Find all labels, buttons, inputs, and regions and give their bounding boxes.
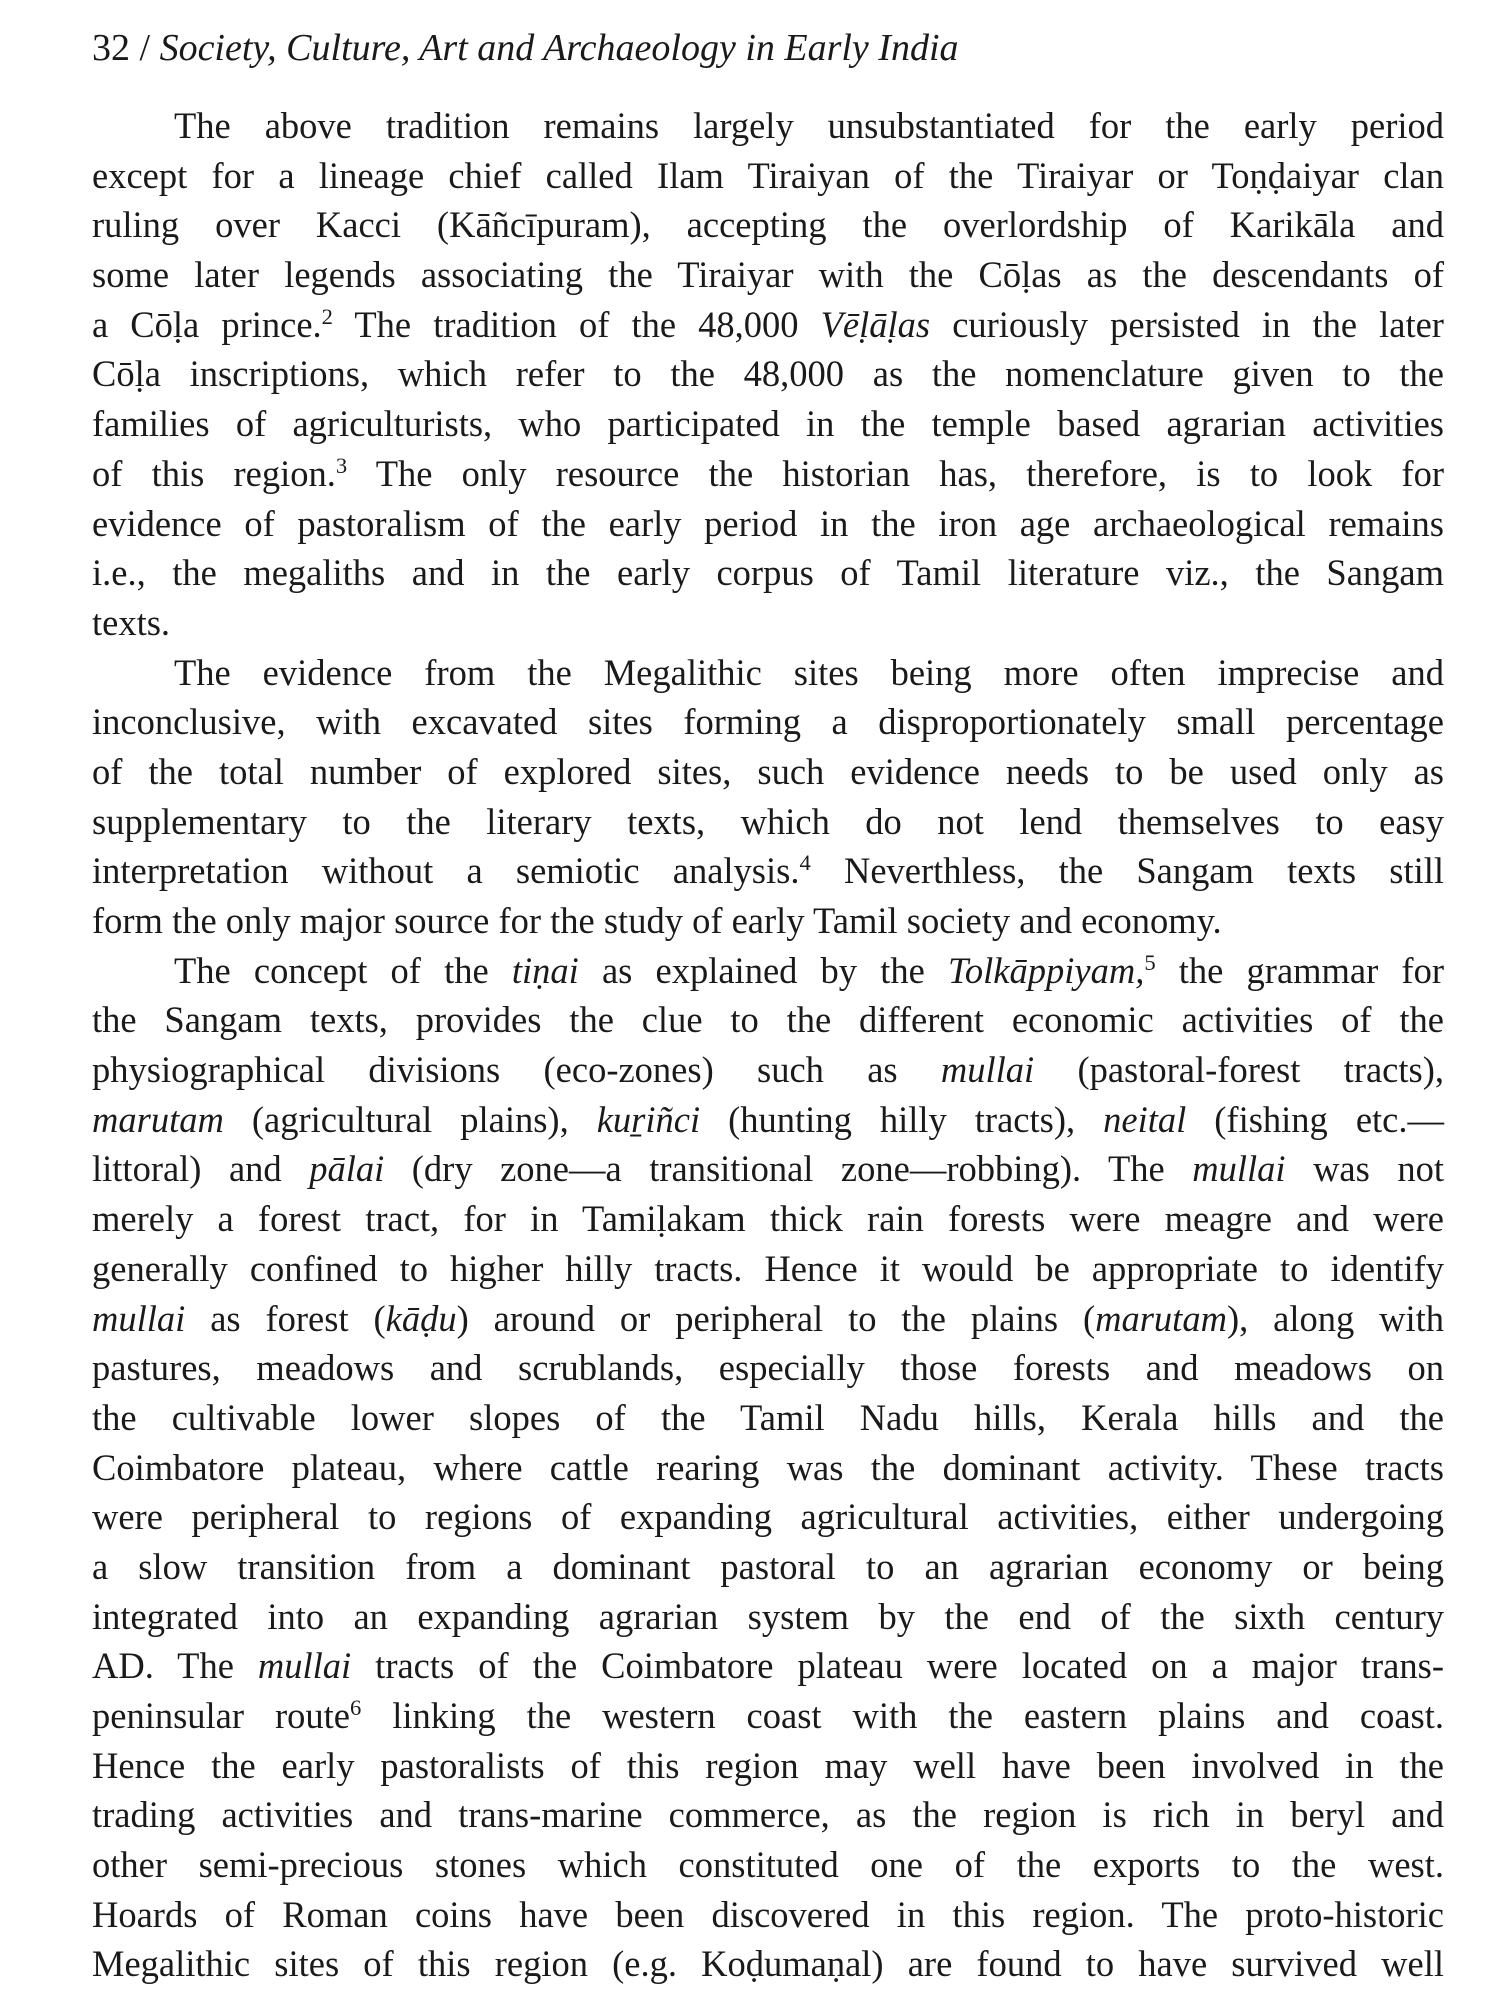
text-run: The tradition of the 48,000 — [332, 303, 821, 345]
text-run: integrated into an expanding agrarian system by the end of the sixth century — [92, 1595, 1444, 1637]
text-run: The only resource the historian has, therefore, is to look for — [347, 452, 1444, 494]
text-run: pastures, meadows and scrublands, especially those forests and meadows on — [92, 1347, 1444, 1389]
italic-term: mullai — [257, 1645, 352, 1687]
text-run: generally confined to higher hilly tracts. Hence it would be appropriate to identify — [92, 1247, 1444, 1289]
italic-term: pālai — [309, 1148, 385, 1190]
italic-term: kuṟiñci — [596, 1098, 701, 1140]
text-run: ), along with — [1226, 1297, 1444, 1339]
text-run: interpretation without a semiotic analysis. — [92, 850, 800, 892]
footnote-marker: 2 — [321, 303, 333, 329]
text-line — [92, 1840, 1444, 1890]
text-run: merely a forest tract, for in Tamiḷakam thick rain forests were meagre and were — [92, 1198, 1444, 1240]
text-run: (dry zone—a transitional zone—robbing). The — [384, 1148, 1193, 1190]
italic-term: tiṇai — [511, 949, 579, 991]
paragraph — [92, 946, 1444, 1989]
text-line — [92, 1095, 1444, 1145]
text-line — [92, 548, 1444, 598]
text-line — [92, 1492, 1444, 1542]
italic-term: mullai — [940, 1049, 1035, 1091]
text-line — [92, 449, 1444, 499]
text-line — [92, 1790, 1444, 1840]
text-run: (agricultural plains), — [223, 1098, 597, 1140]
running-head — [92, 24, 959, 72]
text-run: Cōḷa inscriptions, which refer to the 48,000 as the nomenclature given to the — [92, 353, 1444, 395]
text-line — [92, 300, 1444, 350]
text-run: families of agriculturists, who participated in the temple based agrarian activities — [92, 403, 1444, 445]
book-title: Society, Culture, Art and Archaeology in Early India — [159, 27, 959, 69]
text-line — [92, 1939, 1444, 1989]
text-run: (fishing etc.— — [1186, 1098, 1444, 1140]
text-line — [92, 697, 1444, 747]
footnote-marker: 6 — [349, 1694, 362, 1720]
text-line — [92, 349, 1444, 399]
text-line — [92, 1194, 1444, 1244]
text-run: supplementary to the literary texts, which do not lend themselves to easy — [92, 800, 1444, 842]
text-line — [92, 151, 1444, 201]
footnote-marker: 5 — [1144, 949, 1156, 975]
text-line — [92, 946, 1444, 996]
text-line — [92, 1443, 1444, 1493]
text-run: The concept of the — [174, 949, 512, 991]
text-run: (hunting hilly tracts), — [700, 1098, 1104, 1140]
text-line — [92, 1641, 1444, 1691]
text-run: texts. — [92, 601, 171, 643]
text-run: The evidence from the Megalithic sites being more often imprecise and — [174, 651, 1444, 693]
text-run: Hence the early pastoralists of this region may well have been involved in the — [92, 1744, 1444, 1786]
text-run: were peripheral to regions of expanding agricultural activities, either undergoing — [92, 1496, 1444, 1538]
text-line — [92, 1244, 1444, 1294]
italic-term: mullai — [1192, 1148, 1286, 1190]
text-run: a slow transition from a dominant pastoral to an agrarian economy or being — [92, 1545, 1444, 1587]
text-run: Hoards of Roman coins have been discovered in this region. The proto-historic — [92, 1893, 1444, 1935]
body-text — [92, 101, 1444, 1989]
text-run: the grammar for — [1155, 949, 1444, 991]
paragraph — [92, 648, 1444, 946]
text-line — [92, 250, 1444, 300]
text-line — [92, 797, 1444, 847]
text-run: as forest ( — [185, 1297, 386, 1339]
text-line — [92, 1592, 1444, 1642]
text-run: except for a lineage chief called Ilam Tiraiyan of the Tiraiyar or Toṇḍaiyar clan — [92, 154, 1444, 196]
text-run: Megalithic sites of this region (e.g. Koḍumaṇal) are found to have survived well — [92, 1943, 1444, 1985]
text-run: peninsular route — [92, 1695, 350, 1736]
italic-term: kāḍu — [385, 1297, 457, 1339]
text-line — [92, 1343, 1444, 1393]
text-run: Neverthless, the Sangam texts still — [810, 850, 1445, 892]
text-run: i.e., the megaliths and in the early corpus of Tamil literature viz., the Sangam — [92, 552, 1444, 594]
text-run: AD. The — [92, 1645, 258, 1687]
text-run: inconclusive, with excavated sites forming a disproportionately small percentage — [92, 701, 1444, 743]
text-run: of the total number of explored sites, such evidence needs to be used only as — [92, 750, 1444, 792]
text-run: a Cōḷa prince. — [92, 303, 322, 345]
text-run: Coimbatore plateau, where cattle rearing was the dominant activity. These tracts — [92, 1446, 1444, 1488]
text-line — [92, 1741, 1444, 1791]
text-run: some later legends associating the Tiraiyar with the Cōḷas as the descendants of — [92, 254, 1444, 296]
text-run: ruling over Kacci (Kāñcīpuram), accepting the overlordship of Karikāla and — [92, 204, 1444, 246]
text-line — [92, 1890, 1444, 1940]
text-line — [92, 1294, 1444, 1344]
text-run: linking the western coast with the eastern plains and coast. — [361, 1695, 1444, 1736]
text-line — [92, 747, 1444, 797]
footnote-marker: 4 — [799, 850, 811, 876]
italic-term: mullai — [92, 1297, 186, 1339]
italic-term: marutam — [1095, 1297, 1227, 1339]
text-line — [92, 1542, 1444, 1592]
text-run: other semi-precious stones which constituted one of the exports to the west. — [92, 1844, 1444, 1886]
text-run: evidence of pastoralism of the early period in the iron age archaeological remains — [92, 502, 1444, 544]
text-run: as explained by the — [578, 949, 948, 991]
text-line — [92, 1393, 1444, 1443]
text-line — [92, 995, 1444, 1045]
text-line — [92, 846, 1444, 896]
text-line — [92, 1045, 1444, 1095]
paragraph — [92, 101, 1444, 648]
text-run: ) around or peripheral to the plains ( — [456, 1297, 1096, 1339]
text-run: curiously persisted in the later — [930, 303, 1444, 345]
italic-term: Tolkāppiyam, — [947, 949, 1145, 991]
text-line — [92, 399, 1444, 449]
italic-term: Vēḷāḷas — [820, 303, 931, 345]
text-run: was not — [1285, 1148, 1444, 1190]
text-run: littoral) and — [92, 1148, 310, 1190]
italic-term: neital — [1103, 1098, 1187, 1140]
text-run: tracts of the Coimbatore plateau were located on a major trans- — [351, 1645, 1444, 1687]
text-run: physiographical divisions (eco-zones) such as — [92, 1049, 941, 1091]
text-run: form the only major source for the study of early Tamil society and economy. — [92, 900, 1222, 941]
head-separator: / — [130, 27, 160, 69]
italic-term: marutam — [92, 1098, 224, 1140]
footnote-marker: 3 — [335, 452, 348, 478]
text-line — [92, 200, 1444, 250]
text-line — [92, 648, 1444, 698]
text-run: trading activities and trans-marine commerce, as the region is rich in beryl and — [92, 1794, 1444, 1836]
text-line — [92, 598, 1444, 648]
text-run: the Sangam texts, provides the clue to the different economic activities of the — [92, 999, 1444, 1041]
text-line — [92, 101, 1444, 151]
text-run: The above tradition remains largely unsubstantiated for the early period — [174, 105, 1444, 146]
text-line — [92, 896, 1444, 946]
text-run: of this region. — [92, 452, 336, 494]
page-number: 32 — [92, 27, 130, 69]
text-line — [92, 1691, 1444, 1741]
text-line — [92, 499, 1444, 549]
text-run: the cultivable lower slopes of the Tamil Nadu hills, Kerala hills and the — [92, 1396, 1444, 1438]
text-run: (pastoral-forest tracts), — [1034, 1049, 1444, 1091]
text-line — [92, 1144, 1444, 1194]
